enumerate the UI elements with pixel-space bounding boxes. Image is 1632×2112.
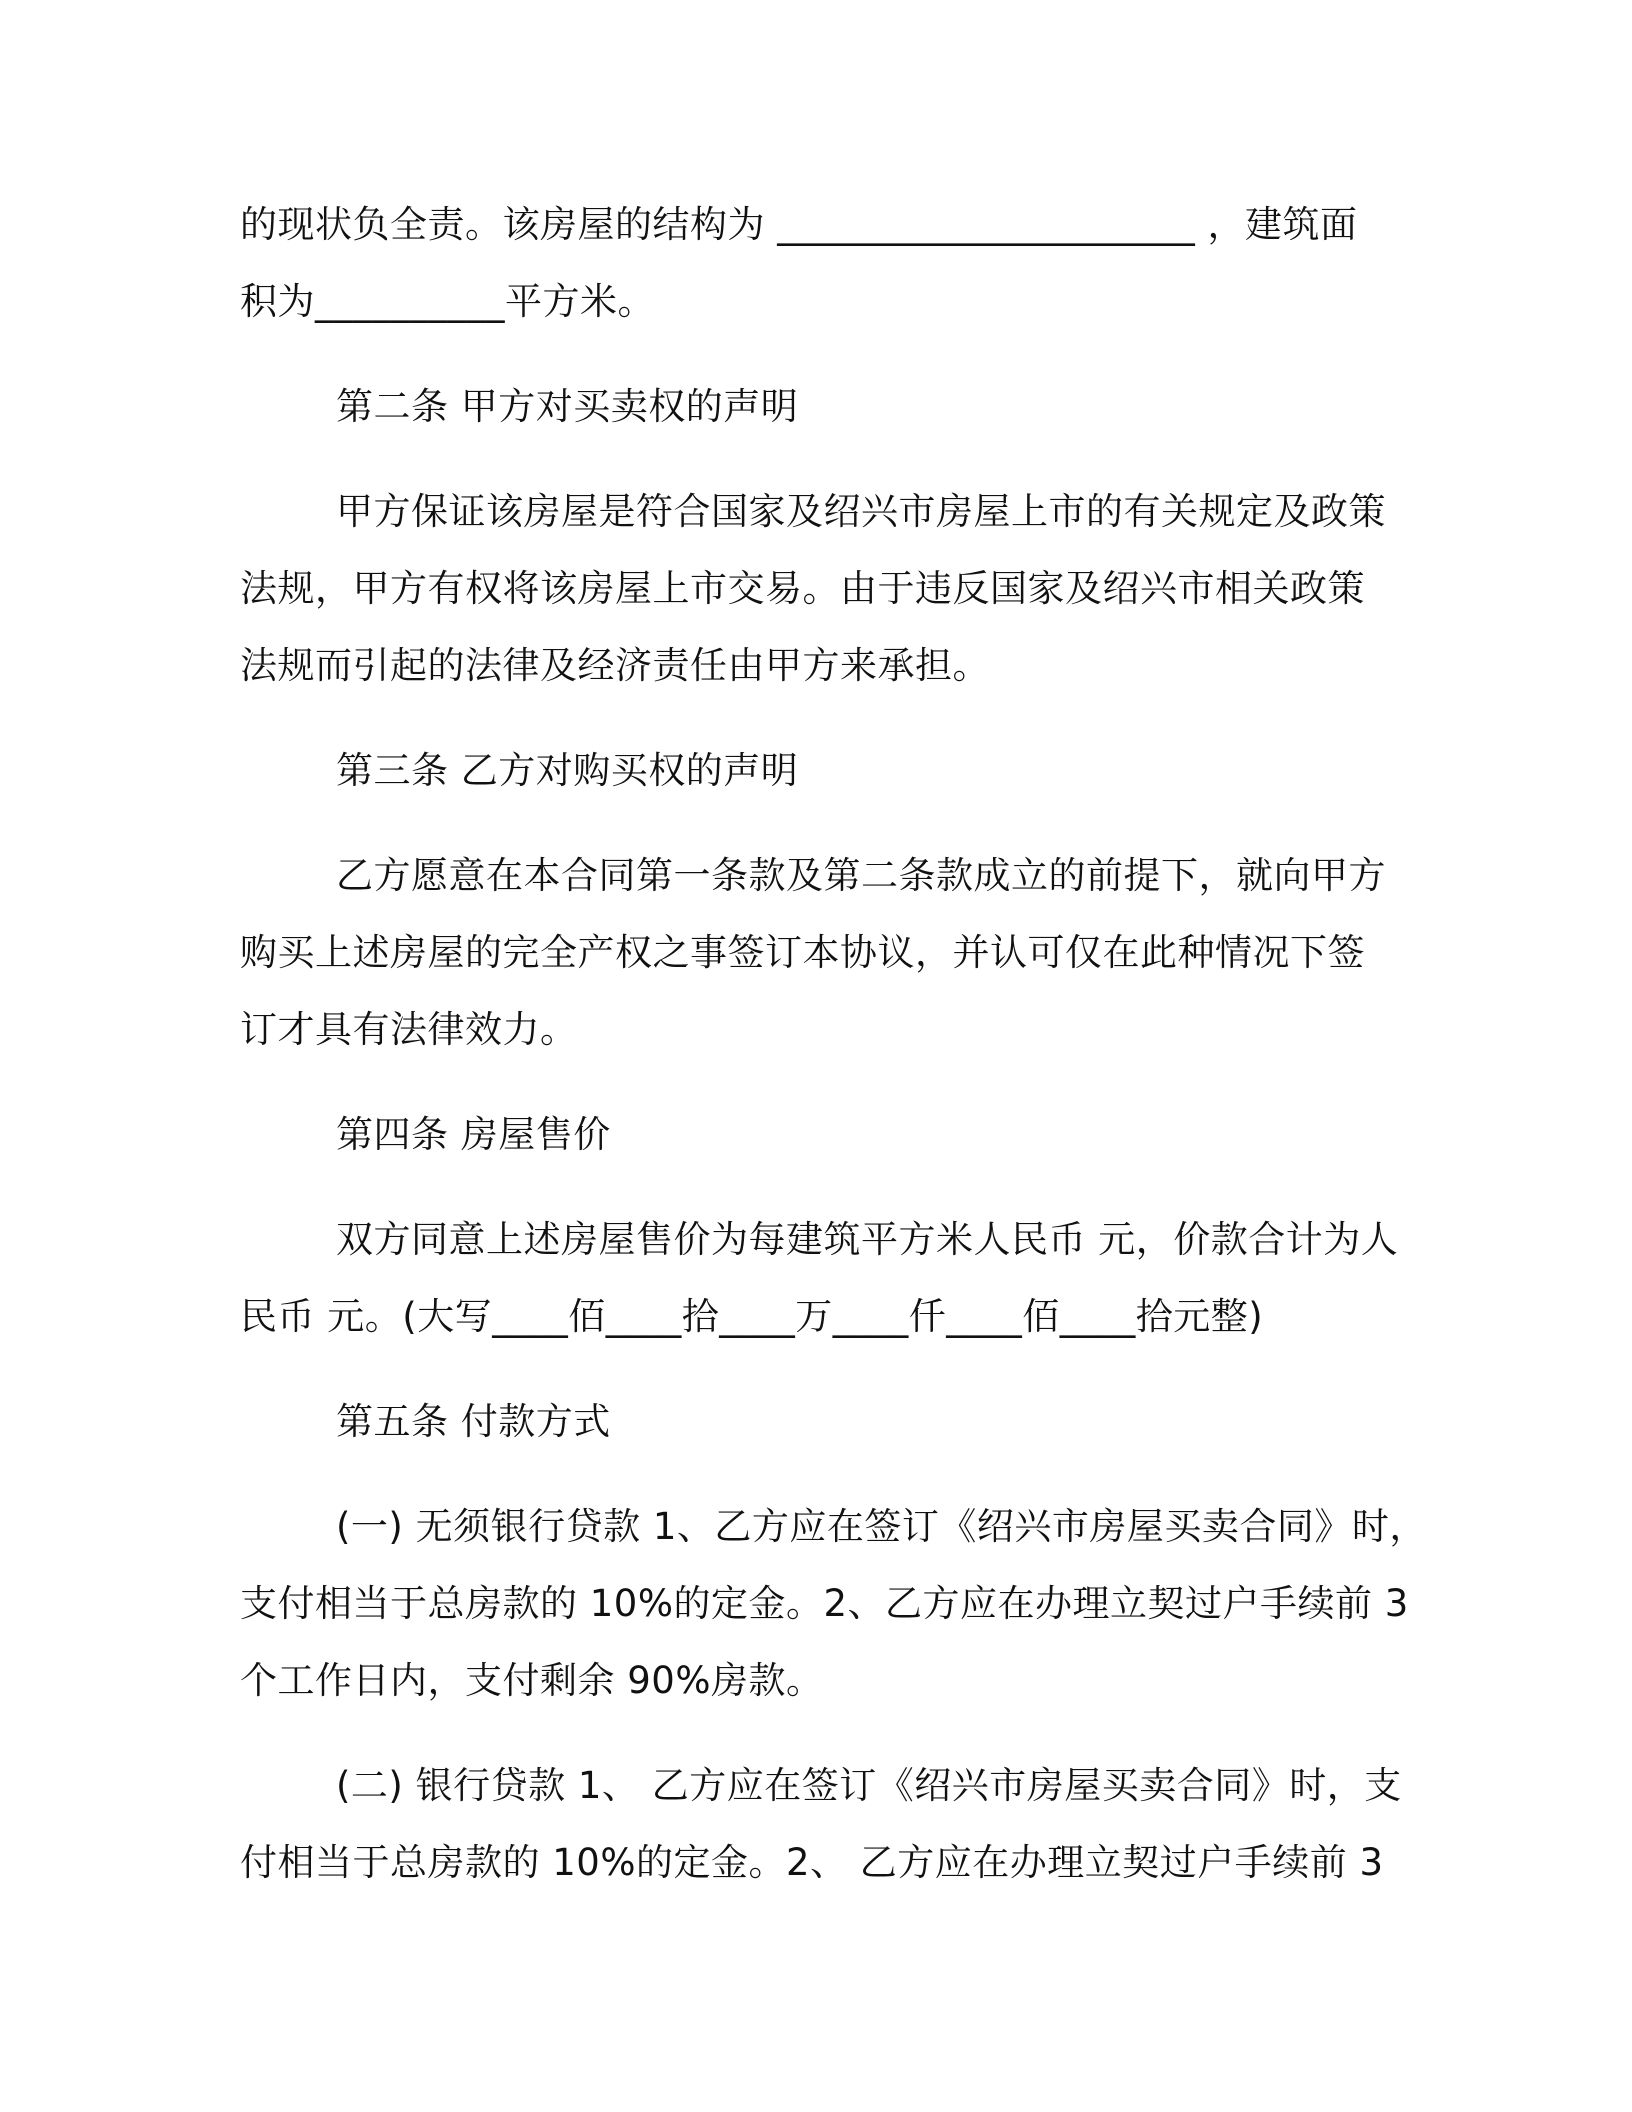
- text-line: (二) 银行贷款 1、 乙方应在签订《绍兴市房屋买卖合同》时，支: [336, 1764, 1402, 1807]
- article-4-body: [240, 1201, 1399, 1355]
- article-4-heading: 第四条 房屋售价: [336, 1113, 611, 1156]
- text-line: 订才具有法律效力。: [240, 1008, 578, 1051]
- text-line: 购买上述房屋的完全产权之事签订本协议，并认可仅在此种情况下签: [240, 931, 1365, 974]
- text-line: 法规而引起的法律及经济责任由甲方来承担。: [240, 644, 990, 687]
- text-line: 乙方愿意在本合同第一条款及第二条款成立的前提下，就向甲方: [336, 854, 1386, 897]
- text-line: (一) 无须银行贷款 1、乙方应在签订《绍兴市房屋买卖合同》时，: [336, 1505, 1427, 1548]
- article-2-heading: 第二条 甲方对买卖权的声明: [336, 385, 799, 428]
- article-5-heading: 第五条 付款方式: [336, 1400, 611, 1443]
- article-3-body: [240, 837, 1390, 1068]
- article-2-body: [240, 473, 1390, 704]
- text-line: 民币 元。(大写____佰____拾____万____仟____佰____拾元整): [240, 1295, 1264, 1338]
- paragraph-structure-area: [240, 186, 1390, 340]
- article-5-clause-1: [240, 1488, 1427, 1719]
- article-3-heading: 第三条 乙方对购买权的声明: [336, 749, 799, 792]
- text-line: 法规，甲方有权将该房屋上市交易。由于违反国家及绍兴市相关政策: [240, 567, 1365, 610]
- text-line: 付相当于总房款的 10%的定金。2、 乙方应在办理立契过户手续前 3: [240, 1841, 1384, 1884]
- text-line: 双方同意上述房屋售价为每建筑平方米人民币 元，价款合计为人: [336, 1218, 1399, 1261]
- text-line: 个工作日内，支付剩余 90%房款。: [240, 1659, 824, 1702]
- text-line: 的现状负全责。该房屋的结构为 ______________________ ，建筑面: [240, 203, 1358, 246]
- text-line: 甲方保证该房屋是符合国家及绍兴市房屋上市的有关规定及政策: [336, 490, 1386, 533]
- document-body: [240, 186, 1427, 1901]
- text-line: 积为__________平方米。: [240, 280, 655, 323]
- article-5-clause-2: [240, 1747, 1402, 1901]
- text-line: 支付相当于总房款的 10%的定金。2、乙方应在办理立契过户手续前 3: [240, 1582, 1409, 1625]
